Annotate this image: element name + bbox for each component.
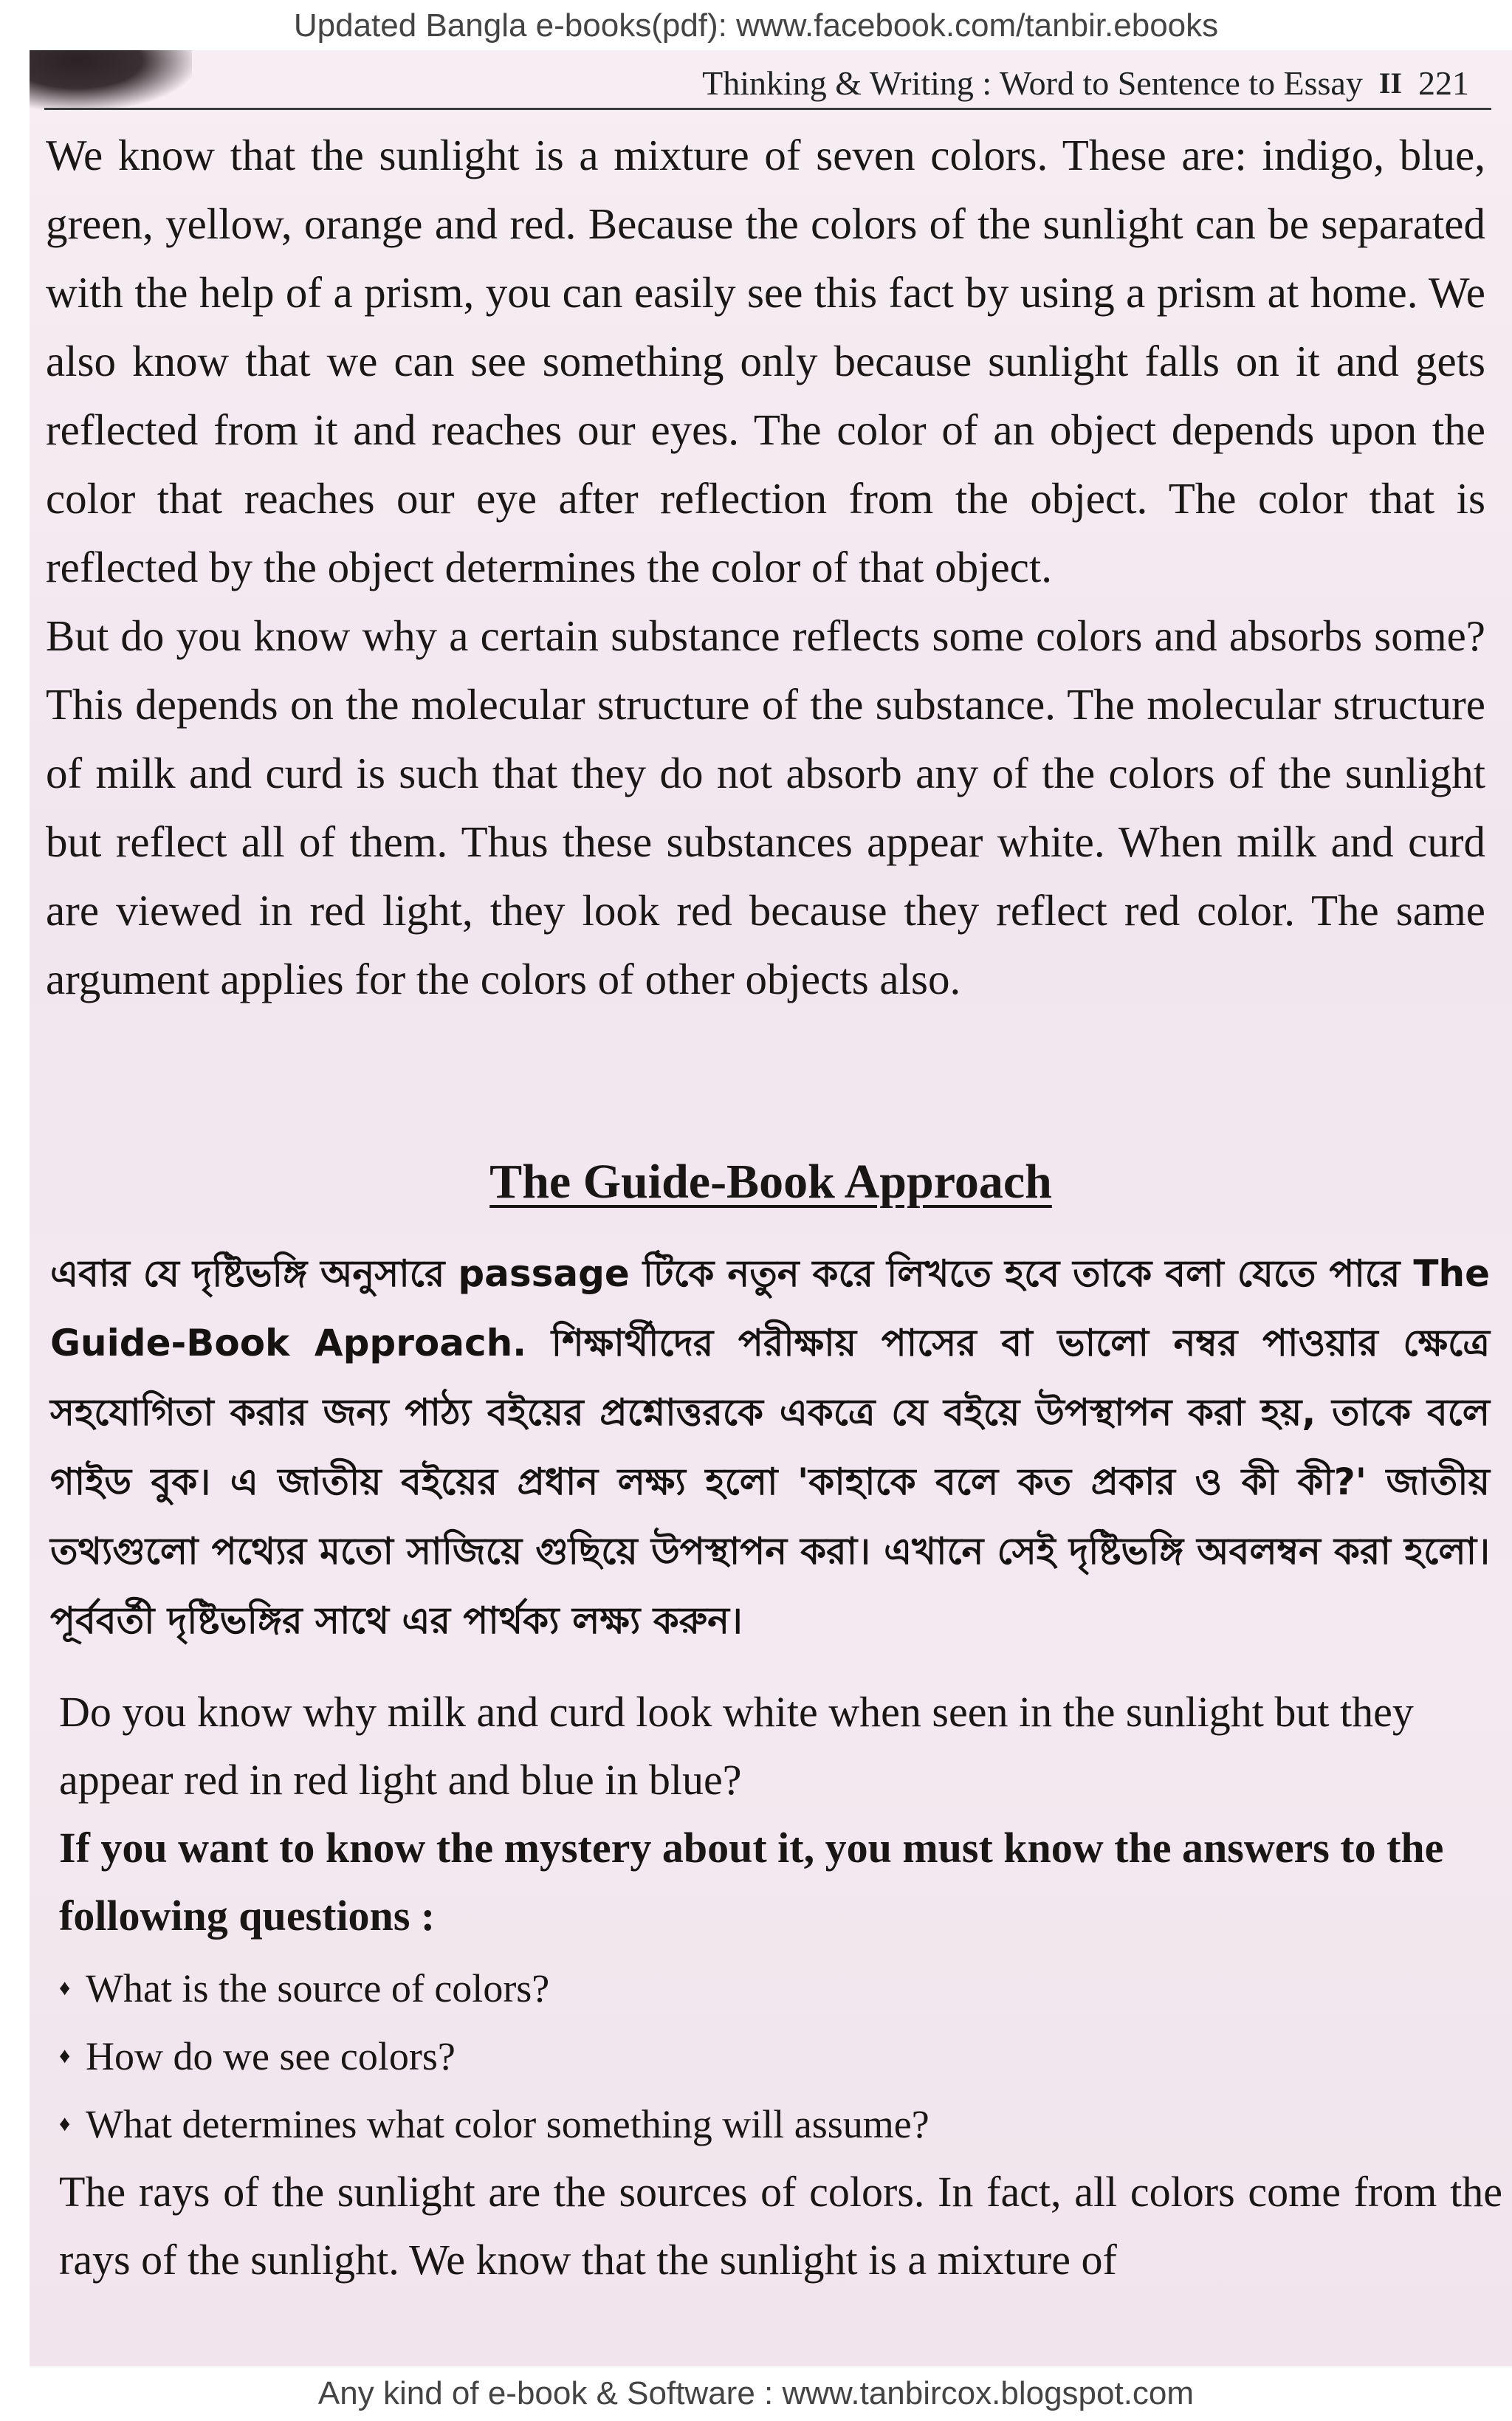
bangla-paragraph: এবার যে দৃষ্টিভঙ্গি অনুসারে passage টিকে নতুন করে লিখতে হবে তাকে বলা যেতে পারে The Guide-Book Approach. শিক্ষার্থীদের পরীক্ষায় পাসের বা ভালো নম্বর পাওয়ার ক্ষেত্রে সহযোগিতা করার জন্য পাঠ্য বইয়ের প্রশ্নোত্তরকে একত্রে যে বইয়ে উপস্থাপন করা হয়, তাকে বলে গাইড বুক। এ জাতীয় বইয়ের প্রধান লক্ষ্য হলো 'কাহাকে বলে কত প্রকার ও কী কী?' জাতীয় তথ্যগুলো পথ্যের মতো সাজিয়ে গুছিয়ে উপস্থাপন করা। এখানে সেই দৃষ্টিভঙ্গি অবলম্বন করা হলো। পূর্ববর্তী দৃষ্টিভঙ্গির সাথে এর পার্থক্য লক্ষ্য করুন। bbox=[50, 1252, 1490, 1642]
section-title: The Guide-Book Approach bbox=[489, 1155, 1052, 1209]
diamond-bullet-icon: ♦ bbox=[59, 2112, 71, 2136]
running-head-title: Thinking & Writing : Word to Sentence to Essay bbox=[702, 63, 1363, 102]
lead-in: If you want to know the mystery about it, you must know the answers to the following questions : bbox=[59, 1824, 1444, 1940]
paragraph-2: But do you know why a certain substance reflects some colors and absorbs some? This depends on the molecular structure of the substance. The molecular structure of milk and curd is such that they do not absorb any of the colors of the sunlight but reflect all of them. Thus these substances appear white. When milk and curd are viewed in red light, they look red because they reflect red color. The same argument applies for the colors of other objects also. bbox=[46, 611, 1485, 1003]
top-banner: Updated Bangla e-books(pdf): www.facebook.com/tanbir.ebooks bbox=[0, 0, 1512, 52]
list-item: ♦ What is the source of colors? bbox=[59, 1954, 1502, 2022]
bottom-banner: Any kind of e-book & Software : www.tanbircox.blogspot.com bbox=[0, 2366, 1512, 2421]
list-item: ♦ How do we see colors? bbox=[59, 2022, 1502, 2090]
header-rule bbox=[44, 108, 1491, 110]
question-intro: Do you know why milk and curd look white when seen in the sunlight but they appear red in red light and blue in blue? bbox=[59, 1688, 1414, 1804]
list-item: ♦ What determines what color something will assume? bbox=[59, 2090, 1502, 2158]
running-head bbox=[539, 53, 1469, 112]
body-text bbox=[46, 121, 1485, 1014]
diamond-bullet-icon: ♦ bbox=[59, 1976, 71, 2000]
page-number: 221 bbox=[1418, 63, 1469, 102]
running-head-separator: II bbox=[1378, 66, 1402, 100]
question-section bbox=[59, 1678, 1502, 2294]
paragraph-1: We know that the sunlight is a mixture of seven colors. These are: indigo, blue, green, yellow, orange and red. Because the colors of the sunlight can be separated with the help of a prism, you can easily see this fact by using a prism at home. We also know that we can see something only because sunlight falls on it and gets reflected from it and reaches our eyes. The color of an object depends upon the color that reaches our eye after reflection from the object. The color that is reflected by the object determines the color of that object. bbox=[46, 131, 1485, 591]
question-list bbox=[59, 1954, 1502, 2158]
answer-paragraph: The rays of the sunlight are the sources of colors. In fact, all colors come from the rays of the sunlight. We know that the sunlight is a mixture of bbox=[59, 2168, 1502, 2284]
diamond-bullet-icon: ♦ bbox=[59, 2044, 71, 2068]
scanned-page bbox=[30, 50, 1512, 2366]
